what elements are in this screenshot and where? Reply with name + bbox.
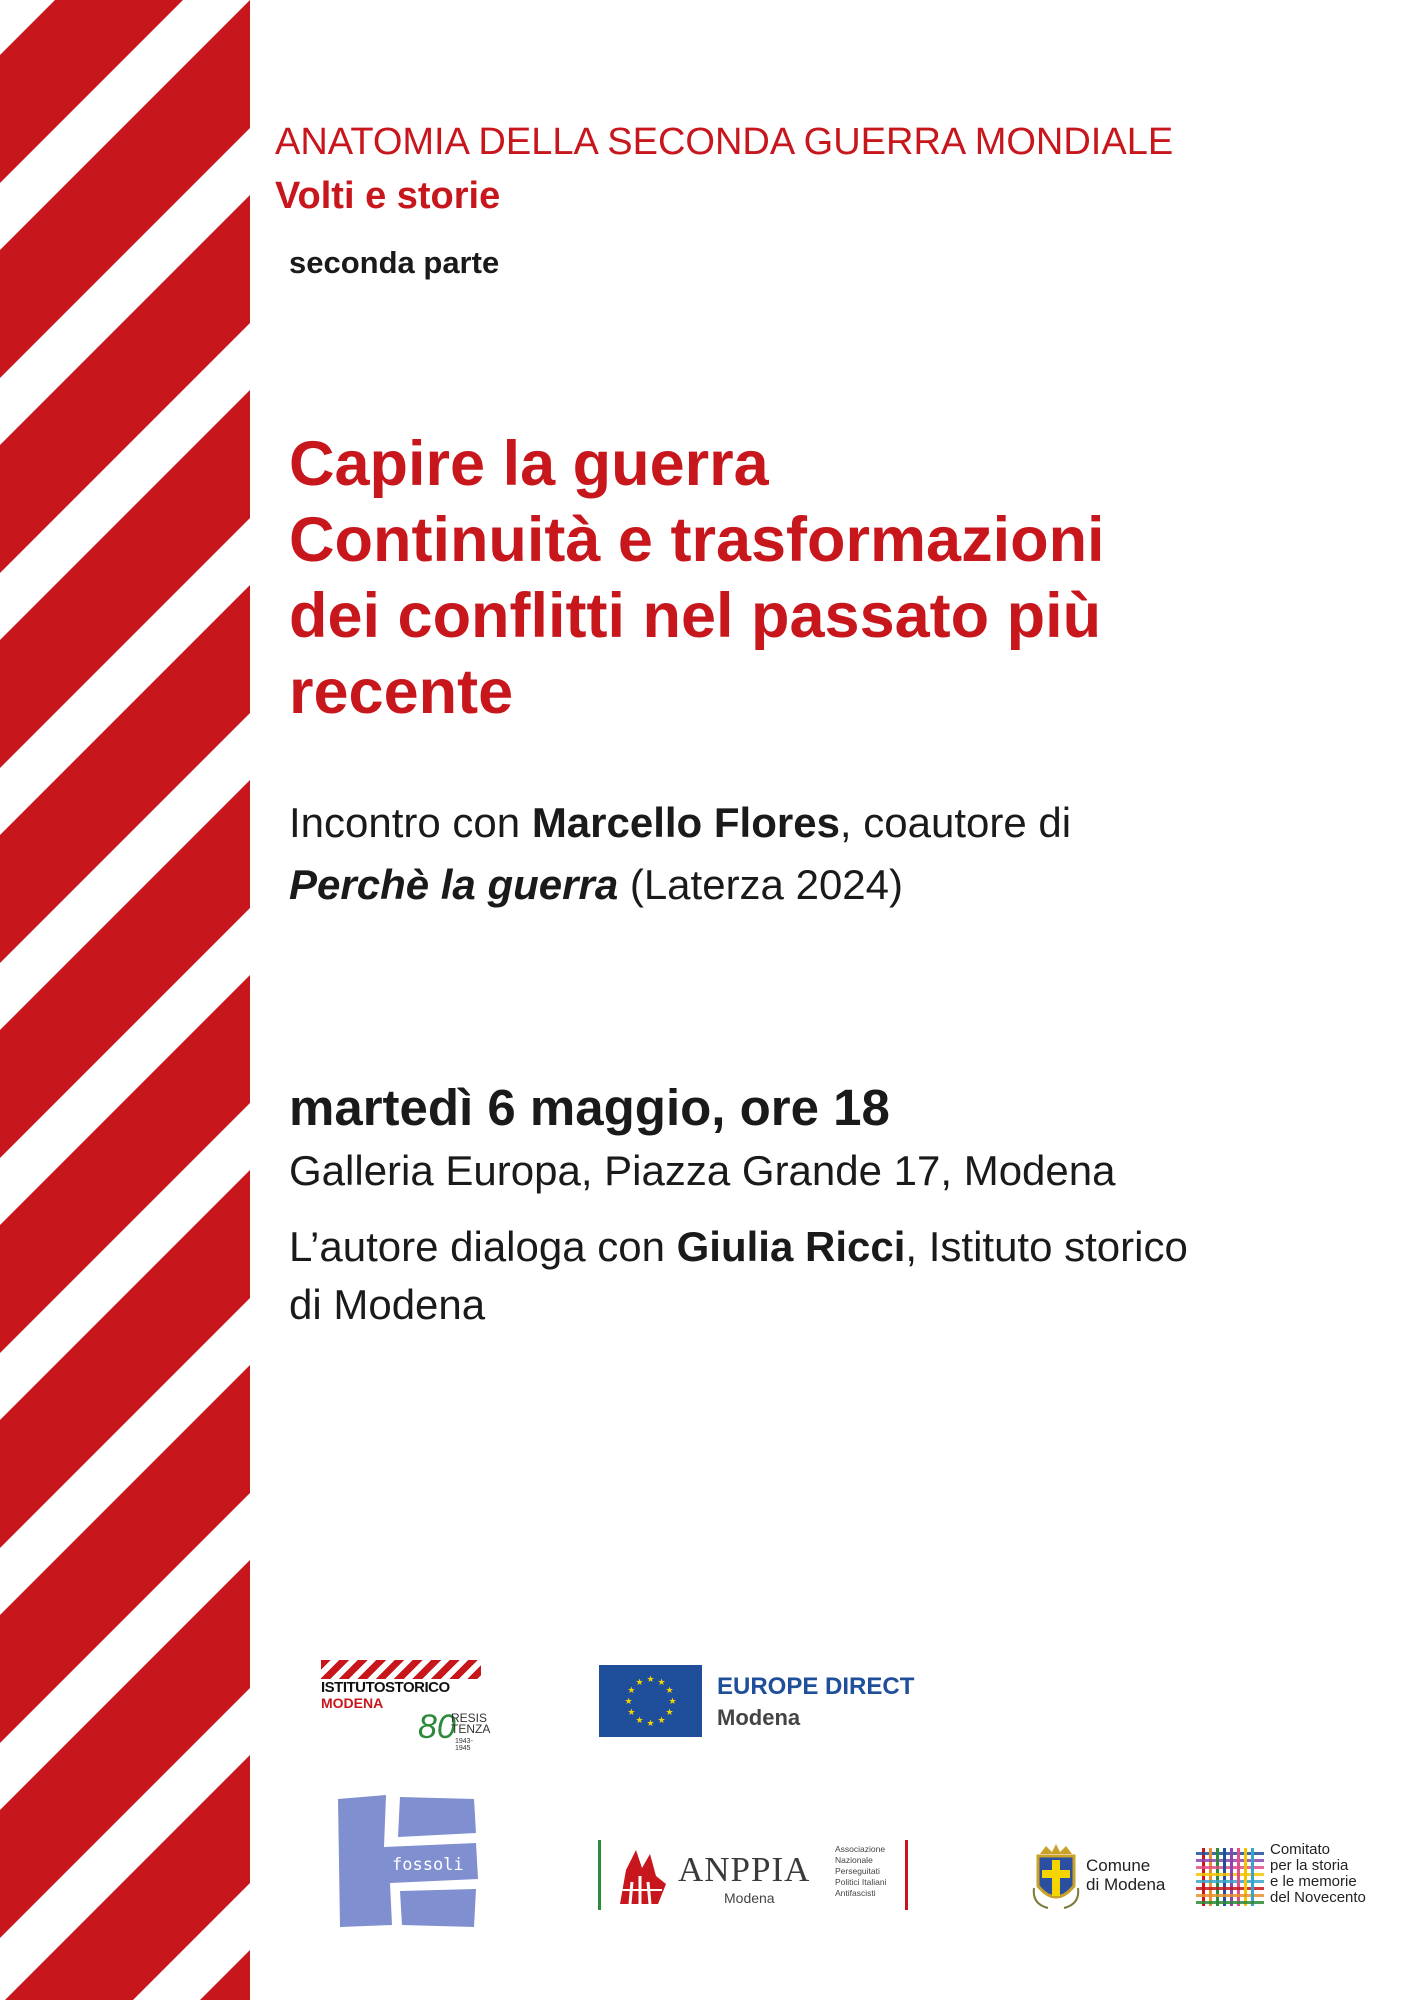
anppia-emblem-icon [612,1846,672,1906]
comune-modena-logo [1030,1838,1180,1914]
event-title [289,426,1349,730]
grid-thread [1209,1848,1212,1906]
anppia-green-bar [598,1840,601,1910]
event-title-line: Continuità e trasformazioni [289,505,1105,575]
event-title-line: Capire la guerra [289,429,769,499]
event-venue: Galleria Europa, Piazza Grande 17, Modena [289,1147,1116,1194]
anppia-desc-line: Politici Italiani [835,1877,887,1887]
anniversary-mark: 80 [418,1708,456,1746]
fossoli-logo [334,1793,480,1929]
comune-name [1086,1856,1165,1894]
eu-star-icon: ★ [635,1715,644,1726]
europe-direct-logo [599,1665,929,1737]
istituto-stripe-bar [321,1660,481,1679]
eu-star-icon: ★ [657,1676,666,1687]
fossoli-name: fossoli [392,1855,464,1875]
part-label: seconda parte [289,245,500,280]
anppia-desc-line: Nazionale [835,1855,873,1865]
comitato-line: per la storia [1270,1857,1349,1874]
anppia-red-bar [905,1840,908,1910]
comitato-line: Comitato [1270,1841,1331,1858]
comitato-line: e le memorie [1270,1873,1357,1890]
resist-line: TENZA [451,1722,491,1736]
event-dialogue [289,1218,1369,1334]
coat-of-arms-icon [1030,1842,1082,1912]
grid-thread [1196,1901,1264,1904]
anppia-desc-line: Associazione [835,1844,886,1854]
event-date-time: martedì 6 maggio, ore 18 [289,1079,890,1136]
book-title: Perchè la guerra [289,861,619,908]
event-title-line: recente [289,657,514,727]
comune-line: di Modena [1086,1875,1166,1894]
istituto-storico-logo [321,1660,491,1752]
eu-star-icon: ★ [627,1685,636,1695]
eu-star-icon: ★ [665,1707,674,1717]
eu-star-icon: ★ [646,1718,655,1728]
moderator-name: Giulia Ricci [676,1223,906,1270]
grid-thread [1230,1848,1233,1906]
woven-grid-icon [1194,1846,1266,1908]
resistenza-years: 1943-1945 [455,1738,473,1752]
europe-direct-name: EUROPE DIRECT [717,1673,915,1700]
series-title: ANATOMIA DELLA SECONDA GUERRA MONDIALE [275,121,1174,163]
comitato-line: del Novecento [1270,1889,1366,1906]
red-diagonal-stripes [0,0,250,2000]
anppia-logo [598,1840,910,1910]
dialogue-prefix: L’autore dialoga con [289,1223,677,1270]
anppia-city: Modena [724,1890,775,1906]
comitato-logo [1194,1838,1384,1914]
event-title-line: dei conflitti nel passato più [289,581,1102,651]
grid-thread [1244,1848,1247,1906]
resistenza-mark [451,1713,490,1735]
eu-star-icon: ★ [624,1696,633,1706]
intro-prefix: Incontro con [289,799,532,846]
intro-suffix: , coautore di [839,799,1072,846]
eu-star-icon: ★ [665,1685,674,1695]
resist-line: RESIS [451,1711,488,1725]
eu-star-icon: ★ [627,1707,636,1717]
grid-thread [1202,1848,1205,1906]
eu-star-icon: ★ [646,1674,655,1684]
istituto-name: ISTITUTOSTORICO [321,1679,450,1696]
comune-line: Comune [1086,1856,1151,1875]
anppia-desc-line: Antifascisti [835,1888,876,1898]
eu-star-icon: ★ [657,1715,666,1726]
europe-direct-city: Modena [717,1705,801,1730]
eu-flag-icon [599,1665,702,1737]
grid-thread [1237,1848,1240,1906]
grid-thread [1223,1848,1226,1906]
grid-thread [1251,1848,1254,1906]
eu-star-icon: ★ [635,1676,644,1687]
grid-thread [1216,1848,1219,1906]
dialogue-suffix: , Istituto storico [905,1223,1188,1270]
istituto-city: MODENA [321,1695,384,1711]
dialogue-line2: di Modena [289,1281,486,1328]
event-intro [289,792,1369,916]
comitato-name [1270,1842,1366,1906]
anppia-desc-line: Perseguitati [835,1866,880,1876]
eu-star-icon: ★ [668,1696,677,1706]
anppia-description [835,1844,887,1899]
anppia-name: ANPPIA [678,1850,811,1889]
book-info: (Laterza 2024) [618,861,904,908]
speaker-name: Marcello Flores [531,799,840,846]
series-subtitle: Volti e storie [275,175,501,217]
